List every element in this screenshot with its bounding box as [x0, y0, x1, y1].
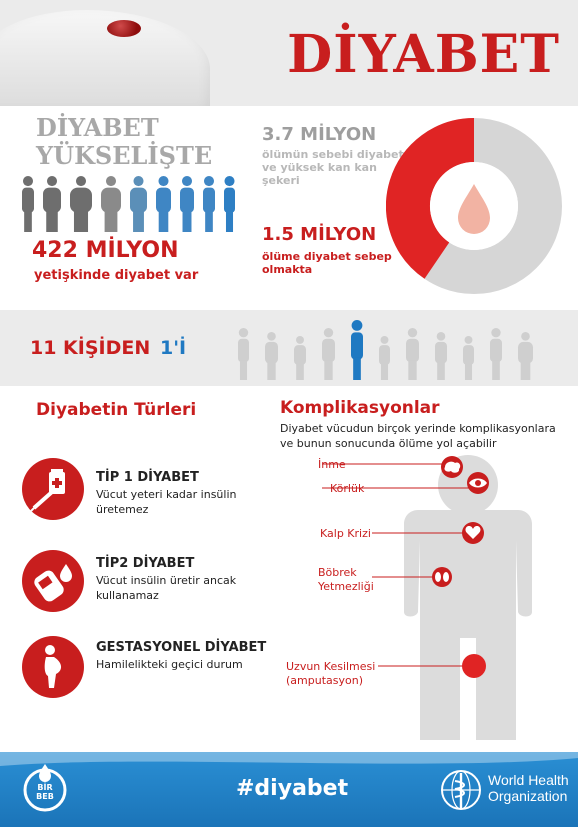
person-figure	[463, 336, 474, 380]
kidney-label-line2: Yetmezliği	[318, 580, 374, 593]
adults-desc: yetişkinde diyabet var	[34, 268, 199, 283]
rising-figure	[130, 176, 147, 232]
person-figure	[379, 336, 390, 380]
person-figure	[490, 328, 502, 380]
body-diagram	[280, 450, 578, 750]
amputation-label-line2: (amputasyon)	[286, 674, 363, 687]
type2-name: TİP2 DİYABET	[96, 556, 195, 571]
person-figure	[435, 332, 447, 380]
hashtag: #diyabet	[236, 776, 349, 801]
fingertip-image	[0, 10, 210, 106]
rising-title-line1: DİYABET	[36, 113, 159, 142]
page-title: DİYABET	[287, 24, 560, 85]
logo-text-beb: BEB	[36, 792, 54, 801]
blood-drop-icon	[107, 20, 141, 37]
type1-desc: Vücut yeteri kadar insülin üretemez	[96, 488, 237, 516]
person-figure	[518, 332, 533, 380]
rising-figure	[224, 176, 235, 232]
rising-figure	[70, 176, 92, 232]
rising-figure	[101, 176, 121, 232]
person-figure	[238, 328, 249, 380]
person-figure	[406, 328, 419, 380]
person-figure	[265, 332, 278, 380]
deaths-diabetes-desc: ölüme diyabet sebep olmakta	[262, 250, 392, 276]
leg-gap	[463, 670, 475, 730]
amputation-icon	[462, 654, 486, 678]
amputation-label	[286, 660, 375, 688]
rising-figure	[180, 176, 194, 232]
deaths-high-count: 3.7 MİLYON	[262, 124, 377, 145]
logo-text-bir: BİR	[37, 783, 53, 792]
kidney-label	[318, 566, 374, 594]
body-figures-row	[14, 174, 236, 234]
kidney-label-line1: Böbrek	[318, 566, 357, 579]
amputation-label-line1: Uzvun Kesilmesi	[286, 660, 376, 673]
heart-label: Kalp Krizi	[320, 527, 371, 540]
deaths-diabetes-count: 1.5 MİLYON	[262, 224, 377, 245]
who-emblem-icon	[438, 767, 484, 813]
birbeb-logo	[20, 758, 70, 818]
rising-figure	[156, 176, 171, 232]
rising-figure	[22, 176, 34, 232]
type2-desc: Vücut insülin üretir ancak kullanamaz	[96, 574, 237, 602]
blindness-label: Körlük	[330, 482, 365, 495]
rising-title	[36, 114, 212, 170]
footer-wave	[0, 752, 578, 774]
rising-title-line2: YÜKSELİŞTE	[36, 141, 213, 170]
type1-name: TİP 1 DİYABET	[96, 470, 199, 485]
who-text-line1: World Health	[488, 772, 569, 788]
header-banner	[0, 0, 578, 106]
insulin-syringe-icon	[22, 458, 84, 520]
highlighted-person	[351, 320, 363, 380]
rising-figure	[43, 176, 61, 232]
rising-figure	[203, 176, 215, 232]
ratio-label: 11 KİŞİDEN	[30, 337, 151, 359]
adults-count: 422 MİLYON	[32, 238, 179, 263]
pregnant-woman-icon	[22, 636, 84, 698]
complications-title: Komplikasyonlar	[280, 398, 440, 418]
person-figure	[294, 336, 306, 380]
deaths-high-desc: ölümün sebebi diyabet ve yüksek kan kan şekeri	[262, 148, 404, 187]
glucose-meter-icon	[22, 550, 84, 612]
gestational-name: GESTASYONEL DİYABET	[96, 640, 267, 655]
people-row	[232, 318, 557, 380]
ratio-value: 1'İ	[160, 337, 187, 359]
person-figure	[322, 328, 335, 380]
types-title: Diyabetin Türleri	[36, 400, 197, 420]
who-text-line2: Organization	[488, 788, 568, 804]
complications-desc: Diyabet vücudun birçok yerinde komplikasyonlara ve bunun sonucunda ölüme yol açabilir	[280, 422, 556, 450]
stroke-label: İnme	[318, 458, 346, 471]
deaths-donut	[386, 118, 562, 294]
who-text	[488, 772, 569, 804]
gestational-desc: Hamilelikteki geçici durum	[96, 658, 243, 671]
